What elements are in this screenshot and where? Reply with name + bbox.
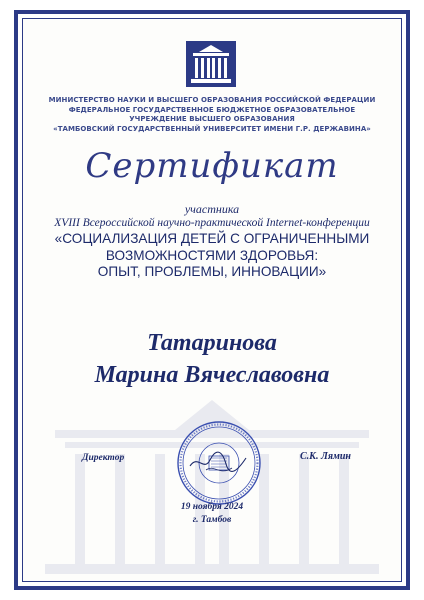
organization-line: «ТАМБОВСКИЙ ГОСУДАРСТВЕННЫЙ УНИВЕРСИТЕТ ИМЕНИ Г.Р. ДЕРЖАВИНА» (53, 124, 371, 133)
director-label: Директор (82, 453, 125, 463)
organization-line: ФЕДЕРАЛЬНОЕ ГОСУДАРСТВЕННОЕ БЮДЖЕТНОЕ ОБРАЗОВАТЕЛЬНОЕ (68, 105, 356, 114)
organization-line: УЧРЕЖДЕНИЕ ВЫСШЕГО ОБРАЗОВАНИЯ (129, 115, 295, 124)
official-stamp-icon (176, 420, 262, 506)
recipient-name (30, 327, 394, 391)
recipient-surname: Татаринова (147, 330, 277, 356)
recipient-given-names: Марина Вячеславовна (94, 362, 330, 388)
conference-description: XVIII Всероссийской научно-практической Internet-конференции (54, 217, 370, 229)
participant-label: участника (184, 202, 240, 216)
issue-city: г. Тамбов (192, 515, 232, 525)
issue-date: 19 ноября 2024 (180, 502, 244, 512)
university-logo-icon (185, 40, 237, 88)
director-name: С.К. Лямин (300, 451, 351, 462)
conference-title-line: «СОЦИАЛИЗАЦИЯ ДЕТЕЙ С ОГРАНИЧЕННЫМИ (54, 231, 370, 246)
conference-title-line: ОПЫТ, ПРОБЛЕМЫ, ИННОВАЦИИ» (97, 264, 327, 279)
organization-header (30, 96, 394, 134)
conference-title-line: ВОЗМОЖНОСТЯМИ ЗДОРОВЬЯ: (105, 247, 319, 263)
certificate-title: Сертификат (85, 146, 339, 186)
organization-line: МИНИСТЕРСТВО НАУКИ И ВЫСШЕГО ОБРАЗОВАНИЯ РОССИЙСКОЙ ФЕДЕРАЦИИ (48, 96, 376, 104)
conference-title (24, 231, 400, 281)
